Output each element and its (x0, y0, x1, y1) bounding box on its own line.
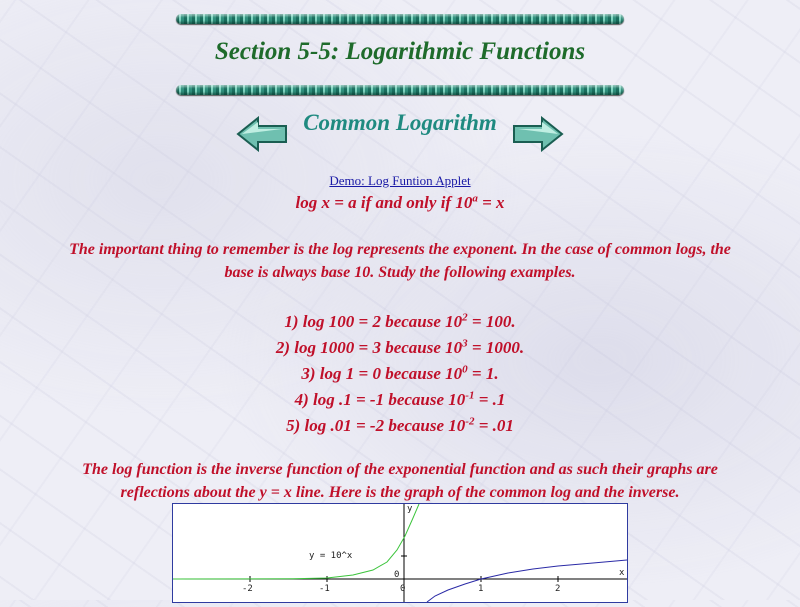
examples-list (0, 309, 800, 439)
example-item (0, 335, 800, 361)
graph-canvas (173, 504, 627, 602)
x-axis-label: x (619, 568, 625, 578)
bottom-decorative-bar (176, 85, 624, 95)
x-tick-label: -2 (242, 584, 253, 594)
example-result: = 1000. (467, 338, 525, 357)
x-tick-label: 0 (400, 584, 406, 594)
paragraph-line: reflections about the y = x line. Here is the graph of the common log and the inverse. (120, 484, 680, 501)
definition-result: = x (477, 193, 505, 212)
example-exponent: 2 (462, 311, 468, 324)
example-result: = .01 (474, 416, 514, 435)
demo-applet-link[interactable]: Demo: Log Funtion Applet (329, 173, 471, 188)
example-item (0, 361, 800, 387)
example-text: 5) log .01 = -2 because 10 (286, 416, 466, 435)
log-definition (0, 193, 800, 213)
paragraph-line: The log function is the inverse function of the exponential function and as such their graphs are (82, 461, 718, 478)
log-graph (172, 503, 628, 603)
explanation-paragraph (0, 238, 800, 284)
example-result: = .1 (474, 390, 506, 409)
left-arrow-icon (236, 116, 288, 152)
example-exponent: -2 (465, 415, 475, 428)
section-subtitle: Common Logarithm (303, 110, 497, 135)
page-title: Section 5-5: Logarithmic Functions (214, 38, 586, 65)
example-result: = 100. (467, 312, 516, 331)
paragraph-line: The important thing to remember is the log represents the exponent. In the case of common logs, the (69, 241, 731, 258)
x-tick-label: 2 (555, 584, 561, 594)
example-item (0, 413, 800, 439)
top-decorative-bar (176, 14, 624, 24)
curve-label: y = 10^x (309, 551, 353, 561)
example-exponent: 0 (462, 363, 468, 376)
forward-arrow-button[interactable] (512, 116, 564, 152)
origin-label: 0 (394, 570, 400, 580)
y-axis-label: y (407, 504, 413, 514)
exponential-curve (173, 504, 419, 579)
log-curve (427, 560, 627, 602)
back-arrow-button[interactable] (236, 116, 288, 152)
example-item (0, 309, 800, 335)
example-exponent: -1 (465, 389, 475, 402)
definition-text: log x = a if and only if 10 (295, 193, 473, 212)
example-text: 4) log .1 = -1 because 10 (294, 390, 466, 409)
example-item (0, 387, 800, 413)
example-text: 1) log 100 = 2 because 10 (284, 312, 463, 331)
right-arrow-icon (512, 116, 564, 152)
paragraph-line: base is always base 10. Study the following examples. (224, 264, 576, 281)
example-text: 2) log 1000 = 3 because 10 (275, 338, 463, 357)
example-exponent: 3 (462, 337, 468, 350)
x-tick-label: 1 (478, 584, 484, 594)
inverse-paragraph (0, 458, 800, 504)
example-text: 3) log 1 = 0 because 10 (301, 364, 463, 383)
x-tick-label: -1 (319, 584, 330, 594)
example-result: = 1. (467, 364, 499, 383)
definition-exponent: a (472, 192, 478, 205)
